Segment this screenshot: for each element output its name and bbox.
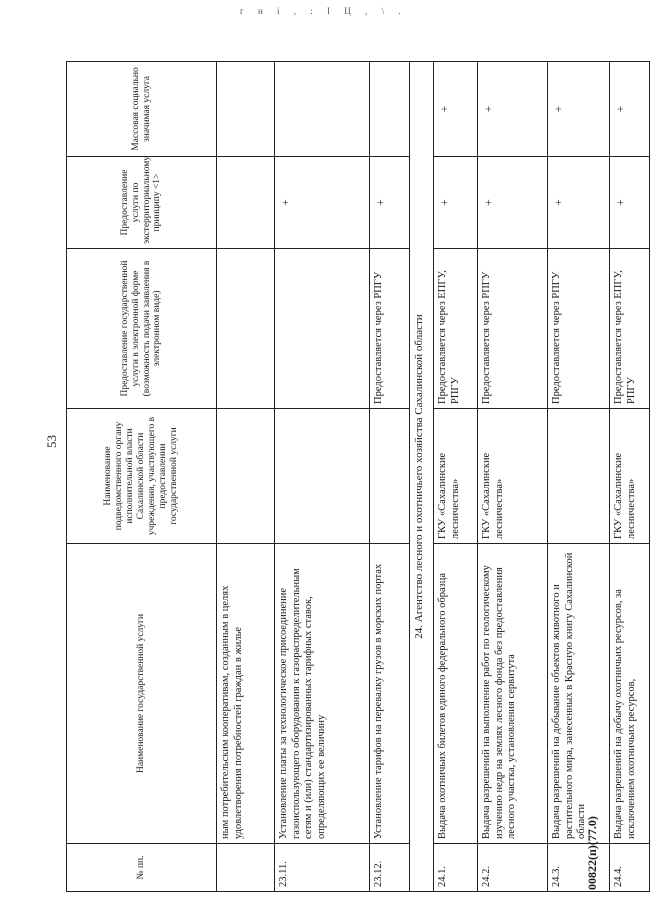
- row-extraterritorial: +: [370, 157, 410, 249]
- row-authority: [275, 409, 370, 544]
- row-number: 24.1.: [434, 844, 478, 892]
- row-number: 23.11.: [275, 844, 370, 892]
- row-extraterritorial: +: [275, 157, 370, 249]
- table-row: [548, 62, 610, 892]
- row-number: 24.4.: [610, 844, 650, 892]
- row-service-name: Выдача разрешений на выполнение работ по геологическому изучению недр на землях лесного фонда без предоставления лесного участка, установления сервитута: [478, 544, 548, 844]
- top-scan-marks: г н і , : І Ц , \ .: [240, 6, 407, 16]
- section-title: 24. Агентство лесного и охотничьего хозяйства Сахалинской области: [410, 62, 434, 892]
- row-authority: ГКУ «Сахалинские лесничества»: [610, 409, 650, 544]
- row-service-name: Выдача разрешений на добычу охотничьих ресурсов, за исключением охотничьих ресурсов,: [610, 544, 650, 844]
- table-row: [217, 62, 275, 892]
- row-service-name: Установление платы за технологическое присоединение газоиспользующего оборудования к газораспределительным сетям и (или) стандартизированных тарифных ставок, определяющих ее величину: [275, 544, 370, 844]
- row-electronic-form: [275, 249, 370, 409]
- document-footer-code: 00822(п)(77.0): [585, 816, 599, 890]
- row-service-name: Выдача охотничьих билетов единого федерального образца: [434, 544, 478, 844]
- row-mass-service: [370, 62, 410, 157]
- row-mass-service: [275, 62, 370, 157]
- header-electronic-form: Предоставление государственной услуги в электронной форме (возможность подачи заявления в электронном виде): [67, 249, 217, 409]
- row-service-name: ным потребительским кооперативам, созданным в целях удовлетворения потребностей граждан в жилье: [217, 544, 275, 844]
- row-authority: ГКУ «Сахалинские лесничества»: [478, 409, 548, 544]
- section-row: [410, 62, 434, 892]
- row-number: 24.2.: [478, 844, 548, 892]
- row-authority: [217, 409, 275, 544]
- row-mass-service: +: [434, 62, 478, 157]
- header-mass-service: Массовая социально значимая услуга: [67, 62, 217, 157]
- row-extraterritorial: +: [548, 157, 610, 249]
- row-number: 24.3.: [548, 844, 610, 892]
- row-extraterritorial: [217, 157, 275, 249]
- header-authority: Наименование подведомственного органу исполнительной власти Сахалинской области учреждения, участвующего в предоставлении государственной услуги: [67, 409, 217, 544]
- row-electronic-form: Предоставляется через ЕПГУ, РПГУ: [434, 249, 478, 409]
- row-mass-service: +: [548, 62, 610, 157]
- row-mass-service: [217, 62, 275, 157]
- header-number: № пп.: [67, 844, 217, 892]
- header-extraterritorial: Предоставление услуги по экстерриториальному принципу <1>: [67, 157, 217, 249]
- table-row: [275, 62, 370, 892]
- services-registry-table: [66, 61, 650, 892]
- row-authority: [370, 409, 410, 544]
- row-mass-service: +: [610, 62, 650, 157]
- row-service-name: Установление тарифов на перевалку грузов в морских портах: [370, 544, 410, 844]
- table-header-row: [67, 62, 217, 892]
- table-row: [434, 62, 478, 892]
- row-electronic-form: [217, 249, 275, 409]
- row-extraterritorial: +: [434, 157, 478, 249]
- header-service-name: Наименование государственной услуги: [67, 544, 217, 844]
- row-electronic-form: Предоставляется через РПГУ: [370, 249, 410, 409]
- row-extraterritorial: +: [610, 157, 650, 249]
- row-extraterritorial: +: [478, 157, 548, 249]
- table-row: [370, 62, 410, 892]
- row-electronic-form: Предоставляется через РПГУ: [548, 249, 610, 409]
- page-number: 53: [44, 435, 59, 448]
- row-number: [217, 844, 275, 892]
- row-authority: [548, 409, 610, 544]
- table-row: [478, 62, 548, 892]
- row-electronic-form: Предоставляется через ЕПГУ, РПГУ: [610, 249, 650, 409]
- table-row: [610, 62, 650, 892]
- row-number: 23.12.: [370, 844, 410, 892]
- row-electronic-form: Предоставляется через РПГУ: [478, 249, 548, 409]
- row-service-name: Выдача разрешений на добывание объектов животного и растительного мира, занесенных в Красную книгу Сахалинской области: [548, 544, 610, 844]
- row-mass-service: +: [478, 62, 548, 157]
- row-authority: ГКУ «Сахалинские лесничества»: [434, 409, 478, 544]
